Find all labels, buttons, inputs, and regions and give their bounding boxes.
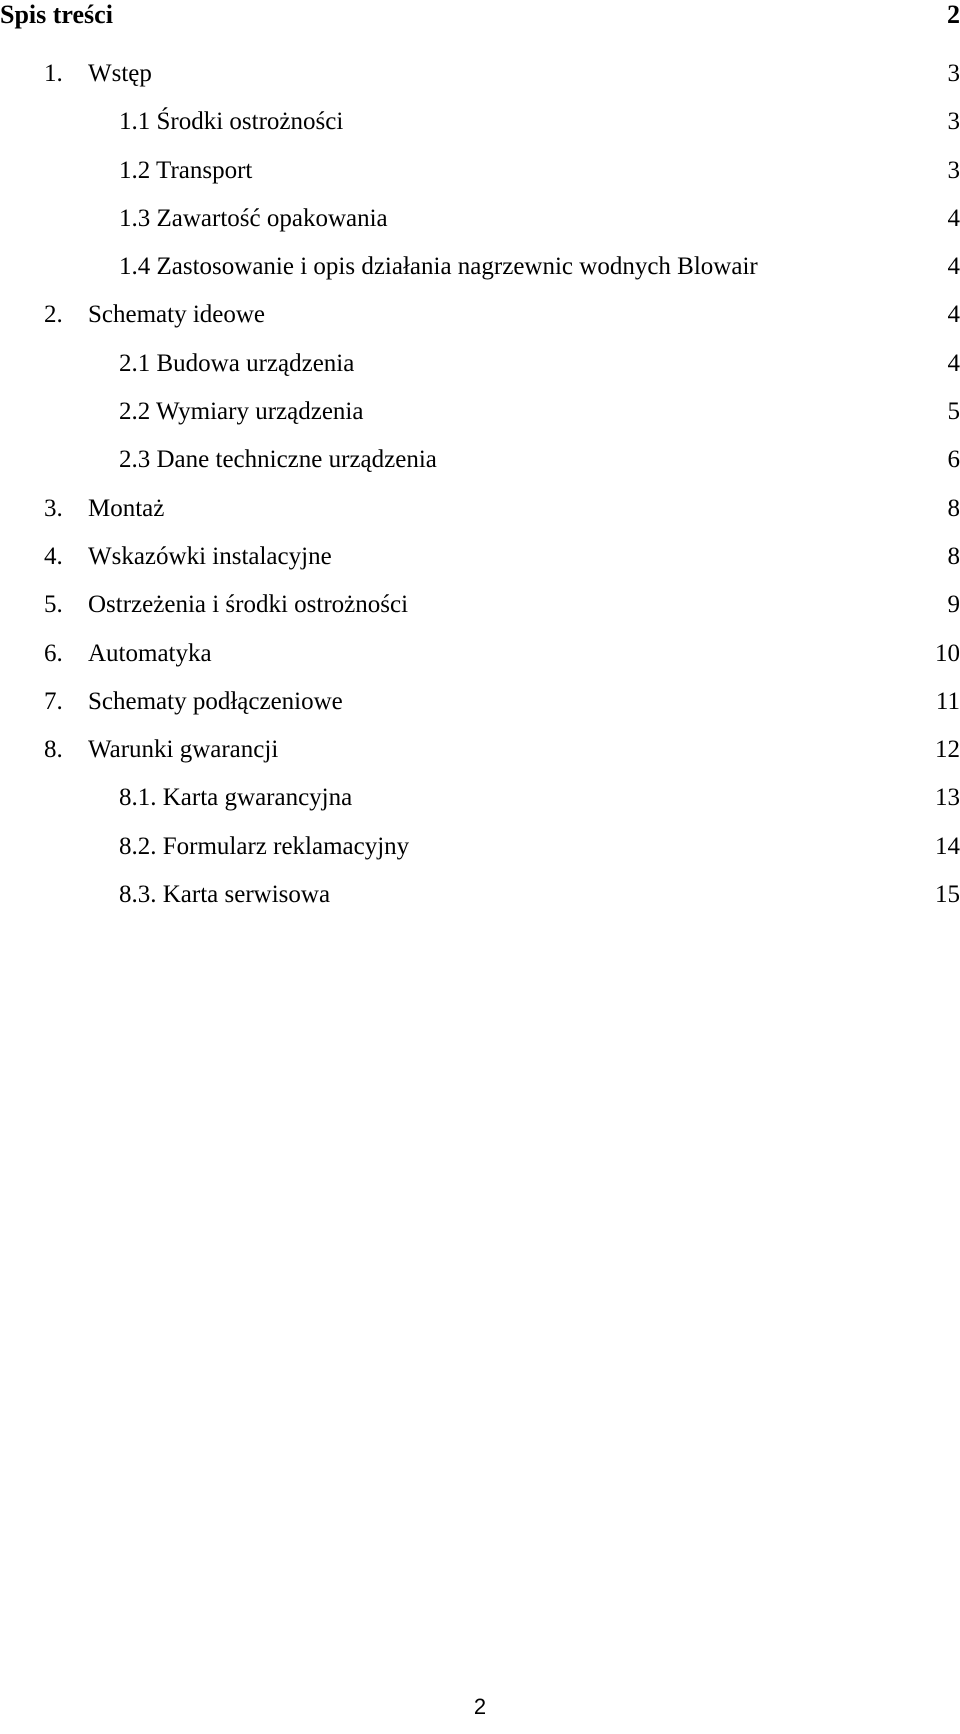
toc-entry-number: 2. [44,301,63,329]
toc-entry-text: 8.3. Karta serwisowa [119,881,331,909]
page-title: Spis treści [0,0,113,29]
toc-entry-page: 12 [935,736,960,764]
toc-entry[interactable] [0,151,960,199]
toc-entry[interactable] [0,682,960,730]
toc-entry-text: 8.2. Formularz reklamacyjny [119,832,410,860]
toc-entry-label [44,730,278,770]
toc-entry-page: 5 [947,398,960,426]
toc-entry[interactable] [0,440,960,488]
toc-entry-text: Ostrzeżenia i środki ostrożności [88,591,409,619]
toc-entry[interactable] [0,102,960,150]
toc-entry-page: 4 [947,204,960,232]
toc-entry-text: Schematy ideowe [88,301,266,329]
toc-entry[interactable] [0,778,960,826]
toc-entry[interactable] [0,247,960,295]
toc-entry[interactable] [0,827,960,875]
toc-entry-page: 15 [935,881,960,909]
toc-entry-text: 1.4 Zastosowanie i opis działania nagrzewnic wodnych Blowair [119,253,758,281]
toc-entry-label [44,585,408,625]
toc-entry[interactable] [0,875,960,923]
toc-entry-number: 5. [44,591,63,619]
toc-entry-number: 4. [44,542,63,570]
toc-entry-text: Wskazówki instalacyjne [88,542,332,570]
toc-entry-text: 1.2 Transport [119,156,253,184]
toc-entry[interactable] [0,585,960,633]
toc-entry[interactable] [0,199,960,247]
toc-entry[interactable] [0,537,960,585]
toc-entry-page: 11 [935,687,960,715]
toc-entry-page: 3 [947,156,960,184]
toc-entry-label [44,295,265,335]
toc-entry[interactable] [0,54,960,102]
toc-entry-page: 4 [947,349,960,377]
toc-entry-text: Schematy podłączeniowe [88,687,343,715]
header-page-number: 2 [947,0,960,29]
toc-entry-page: 4 [947,253,960,281]
toc-entry-text: 2.3 Dane techniczne urządzenia [119,446,437,474]
toc-entry-number: 1. [44,60,63,87]
toc-entry-text: 1.1 Środki ostrożności [119,108,344,136]
toc-entry-page: 10 [935,639,960,667]
toc-entry-text: 8.1. Karta gwarancyjna [119,784,353,812]
toc-entry[interactable] [0,344,960,392]
toc-entry-text: 2.2 Wymiary urządzenia [119,398,364,426]
toc-entry-page: 8 [947,494,960,522]
toc-entry[interactable] [0,295,960,343]
toc-entry-page: 3 [947,60,960,87]
toc-entry-text: Wstęp [88,60,152,87]
toc-entry-label [44,54,152,94]
toc-entry-number: 7. [44,687,63,715]
toc-entry-label [44,682,343,722]
toc-entry-page: 13 [935,784,960,812]
footer-page-number: 2 [473,1694,487,1719]
toc-entry-page: 9 [947,591,960,619]
toc-entry[interactable] [0,392,960,440]
toc-entry-label [44,634,212,674]
toc-entry-page: 4 [947,301,960,329]
toc-entry-label [44,537,332,577]
toc-entry-number: 6. [44,639,63,667]
toc-list [0,54,960,923]
toc-entry-text: Automatyka [88,639,212,667]
toc-entry-label [44,489,164,529]
toc-entry-text: Warunki gwarancji [88,736,279,764]
toc-entry-text: 2.1 Budowa urządzenia [119,349,355,377]
toc-entry-page: 3 [947,108,960,136]
toc-entry-page: 14 [935,832,960,860]
toc-entry[interactable] [0,730,960,778]
toc-entry-number: 3. [44,494,63,522]
toc-entry-text: 1.3 Zawartość opakowania [119,204,388,232]
toc-header [0,0,960,30]
toc-entry[interactable] [0,489,960,537]
toc-entry-number: 8. [44,736,63,764]
toc-entry-page: 6 [947,446,960,474]
toc-entry-page: 8 [947,542,960,570]
toc-entry[interactable] [0,634,960,682]
toc-entry-text: Montaż [88,494,165,522]
